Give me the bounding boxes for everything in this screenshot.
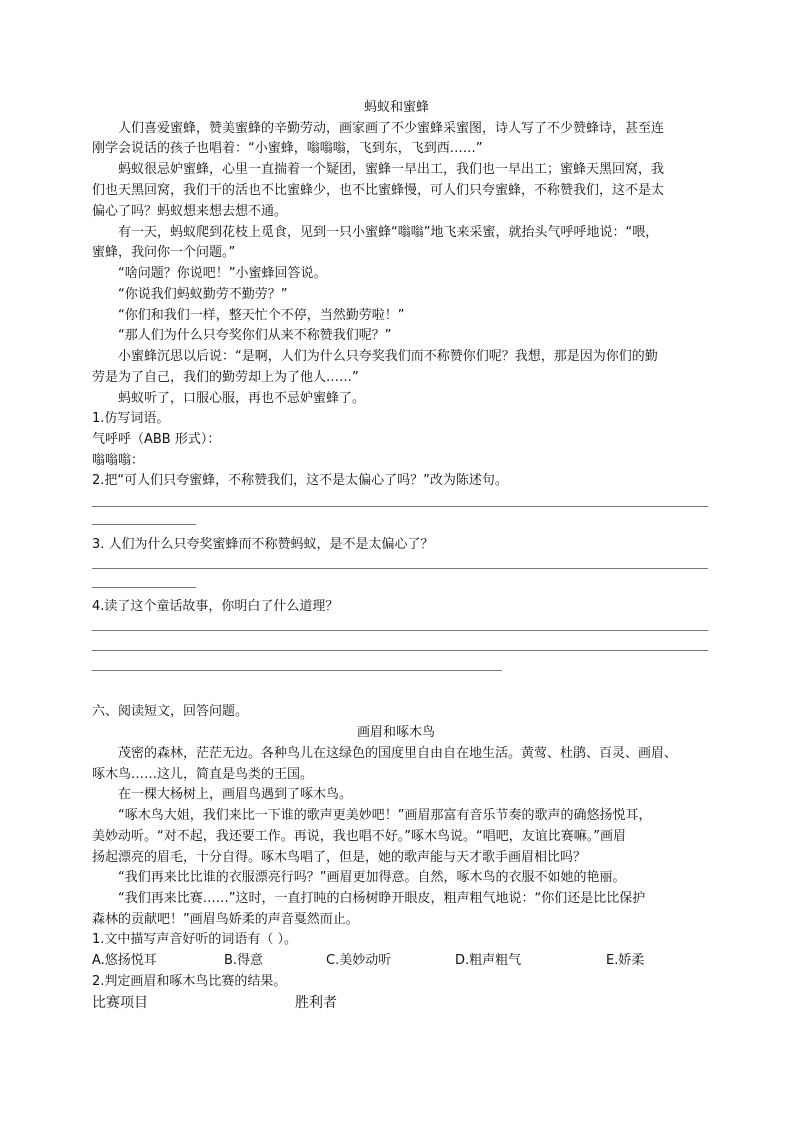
- section-heading: 六、阅读短文，回答问题。: [92, 704, 249, 719]
- story2-paragraph: 茂密的森林，茫茫无边。各种鸟儿在这绿色的国度里自由自在地生活。黄莺、杜鹃、百灵、画眉、: [118, 746, 678, 761]
- table-header-event: 比赛项目: [92, 995, 148, 1011]
- story2-question-2: 2.判定画眉和啄木鸟比赛的结果。: [92, 974, 287, 989]
- question-1a: 气呼呼（ABB 形式）：: [92, 432, 221, 447]
- story1-paragraph: 劳是为了自己，我们的勤劳却上为了他人……”: [92, 370, 359, 385]
- answer-line[interactable]: [92, 587, 196, 588]
- story1-dialogue: “你说我们蚂蚁勤劳不勤劳？”: [118, 287, 288, 302]
- story1-dialogue: “啥问题？你说吧！”小蜜蜂回答说。: [118, 266, 327, 281]
- story2-paragraph: 美妙动听。“对不起，我还要工作。再说，我也唱不好。”啄木鸟说。“唱吧，友谊比赛嘛。”画眉: [92, 829, 626, 844]
- story1-paragraph: 蜜蜂，我问你一个问题。”: [92, 245, 236, 260]
- option-e: E.娇柔: [606, 953, 645, 968]
- option-d: D.粗声粗气: [455, 953, 522, 968]
- story1-dialogue: “那人们为什么只夸奖你们从来不称赞我们呢？”: [118, 328, 392, 343]
- story1-paragraph: 们也天黑回窝，我们干的活也不比蜜蜂少，也不比蜜蜂慢，可人们只夸蜜蜂，不称赞我们，这不是太: [92, 183, 665, 198]
- answer-line[interactable]: [92, 650, 708, 651]
- story1-paragraph: 蚂蚁听了，口服心服，再也不忌妒蜜蜂了。: [118, 391, 366, 406]
- answer-line[interactable]: [92, 568, 708, 569]
- story2-paragraph: 在一棵大杨树上，画眉鸟遇到了啄木鸟。: [118, 787, 353, 802]
- table-header-winner: 胜利者: [295, 995, 337, 1011]
- story2-question-1: 1.文中描写声音好听的词语有（ ）。: [92, 932, 298, 947]
- question-1: 1.仿写词语。: [92, 411, 170, 426]
- story1-paragraph: 小蜜蜂沉思以后说：“是啊，人们为什么只夸奖我们而不称赞你们呢？我想，那是因为你们的勤: [118, 349, 658, 364]
- story2-paragraph: 森林的贡献吧！”画眉鸟娇柔的声音戛然而止。: [92, 912, 359, 927]
- option-a: A.悠扬悦耳: [92, 953, 157, 968]
- story2-paragraph: “我们再来比比谁的衣服漂亮行吗？”画眉更加得意。自然，啄木鸟的衣服不如她的艳丽。: [118, 870, 626, 885]
- question-3: 3. 人们为什么只夸奖蜜蜂而不称赞蚂蚁，是不是太偏心了？: [92, 537, 434, 552]
- story1-paragraph: 有一天，蚂蚁爬到花枝上觅食，见到一只小蜜蜂“嗡嗡”地飞来采蜜，就抬头气呼呼地说：“喂，: [118, 225, 659, 240]
- option-b: B.得意: [224, 953, 264, 968]
- story1-dialogue: “你们和我们一样，整天忙个不停，当然勤劳啦！”: [118, 308, 405, 323]
- answer-line[interactable]: [92, 630, 708, 631]
- option-c: C.美妙动听: [326, 953, 392, 968]
- story2-paragraph: “我们再来比赛……”这时，一直打盹的白杨树睁开眼皮，粗声粗气地说：“你们还是比比保护: [118, 891, 646, 906]
- story2-title: 画眉和啄木鸟: [357, 725, 436, 740]
- story1-paragraph: 人们喜爱蜜蜂，赞美蜜蜂的辛勤劳动，画家画了不少蜜蜂采蜜图，诗人写了不少赞蜂诗，甚至连: [118, 121, 665, 136]
- story1-paragraph: 蚂蚁很忌妒蜜蜂，心里一直揣着一个疑团，蜜蜂一早出工，我们也一早出工；蜜蜂天黑回窝，我: [118, 162, 665, 177]
- story1-paragraph: 刚学会说话的孩子也唱着：“小蜜蜂，嗡嗡嗡，飞到东，飞到西……”: [92, 141, 483, 156]
- question-1b: 嗡嗡嗡：: [92, 453, 145, 468]
- question-2: 2.把“可人们只夸蜜蜂，不称赞我们，这不是太偏心了吗？”改为陈述句。: [92, 473, 508, 488]
- story1-title: 蚂蚁和蜜蜂: [364, 100, 430, 115]
- story1-paragraph: 偏心了吗？蚂蚁想来想去想不通。: [92, 204, 288, 219]
- story2-paragraph: “啄木鸟大姐，我们来比一下谁的歌声更美妙吧！”画眉那富有音乐节奏的歌声的确悠扬悦耳，: [118, 808, 652, 823]
- story2-paragraph: 啄木鸟……这儿，简直是鸟类的王国。: [92, 767, 314, 782]
- answer-line[interactable]: [92, 506, 708, 507]
- story2-paragraph: 扬起漂亮的眉毛，十分自得。啄木鸟唱了，但是，她的歌声能与天才歌手画眉相比吗？: [92, 850, 587, 865]
- answer-line[interactable]: [92, 670, 502, 671]
- answer-line[interactable]: [92, 524, 196, 525]
- question-4: 4.读了这个童话故事，你明白了什么道理？: [92, 599, 339, 614]
